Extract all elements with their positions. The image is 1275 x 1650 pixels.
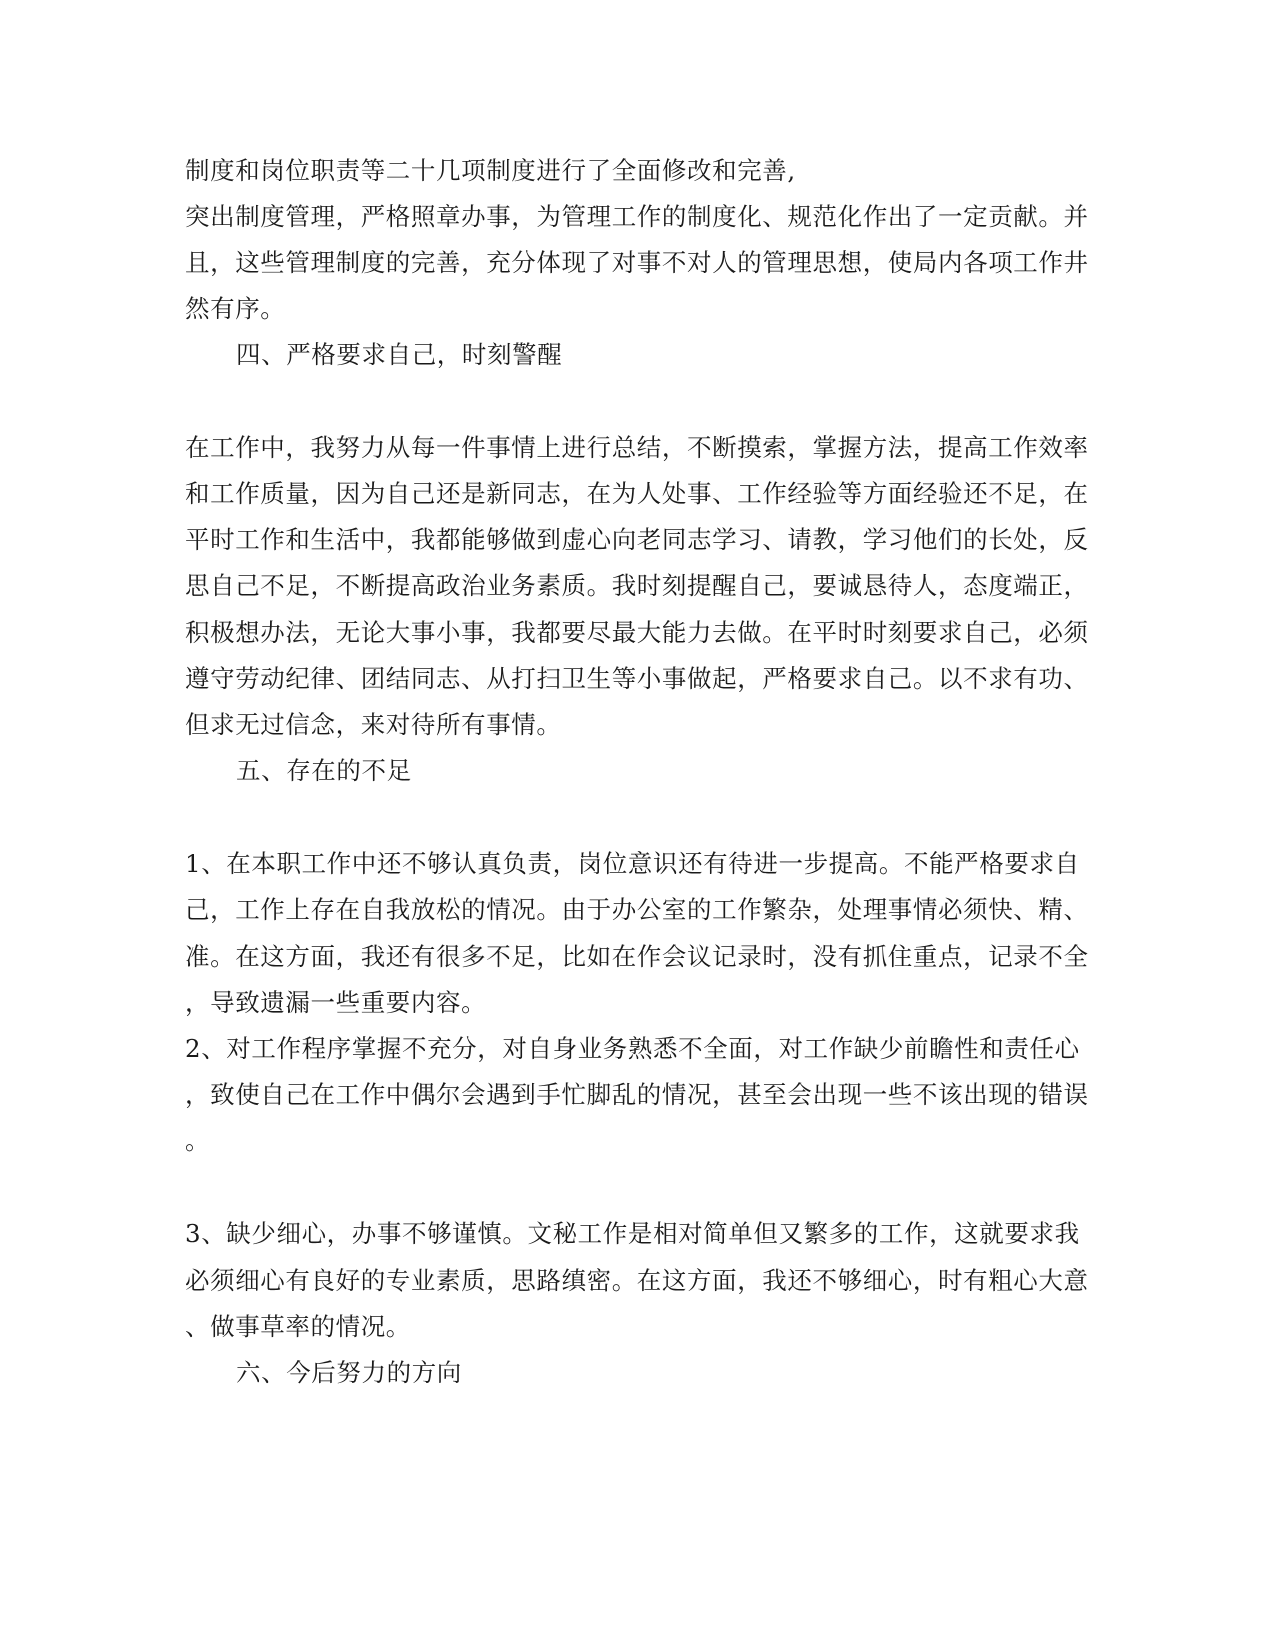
text-line: 思自己不足，不断提高政治业务素质。我时刻提醒自己，要诚恳待人，态度端正， [185,571,1089,600]
text-line: 己，工作上存在自我放松的情况。由于办公室的工作繁杂，处理事情必须快、精、 [185,895,1089,924]
text-line: 、做事草率的情况。 [185,1312,411,1341]
text-line: 但求无过信念，来对待所有事情。 [185,710,562,739]
text-line: 2、对工作程序掌握不充分，对自身业务熟悉不全面，对工作缺少前瞻性和责任心 [185,1034,1080,1063]
text-line: 积极想办法，无论大事小事，我都要尽最大能力去做。在平时时刻要求自己，必须 [185,618,1089,647]
section-heading: 六、今后努力的方向 [236,1358,462,1387]
text-line: 制度和岗位职责等二十几项制度进行了全面修改和完善, [185,156,796,185]
text-line: ，导致遗漏一些重要内容。 [185,988,487,1017]
text-line: 突出制度管理，严格照章办事，为管理工作的制度化、规范化作出了一定贡献。并 [185,202,1089,231]
text-line: 和工作质量，因为自己还是新同志，在为人处事、工作经验等方面经验还不足，在 [185,479,1089,508]
text-line: 且，这些管理制度的完善，充分体现了对事不对人的管理思想，使局内各项工作井 [185,248,1089,277]
text-line: 平时工作和生活中，我都能够做到虚心向老同志学习、请教，学习他们的长处，反 [185,525,1089,554]
section-heading: 五、存在的不足 [236,756,412,785]
text-line: 1、在本职工作中还不够认真负责，岗位意识还有待进一步提高。不能严格要求自 [185,849,1080,878]
text-line: 准。在这方面，我还有很多不足，比如在作会议记录时，没有抓住重点，记录不全 [185,942,1089,971]
text-line: ，致使自己在工作中偶尔会遇到手忙脚乱的情况，甚至会出现一些不该出现的错误 [185,1080,1089,1109]
text-line: 必须细心有良好的专业素质，思路缜密。在这方面，我还不够细心，时有粗心大意 [185,1266,1089,1295]
text-line: 然有序。 [185,294,286,323]
text-line: 。 [185,1126,211,1155]
text-line: 在工作中，我努力从每一件事情上进行总结，不断摸索，掌握方法，提高工作效率 [185,433,1089,462]
section-heading: 四、严格要求自己，时刻警醒 [236,340,563,369]
text-line: 遵守劳动纪律、团结同志、从打扫卫生等小事做起，严格要求自己。以不求有功、 [185,664,1089,693]
text-line: 3、缺少细心，办事不够谨慎。文秘工作是相对简单但又繁多的工作，这就要求我 [185,1219,1080,1248]
